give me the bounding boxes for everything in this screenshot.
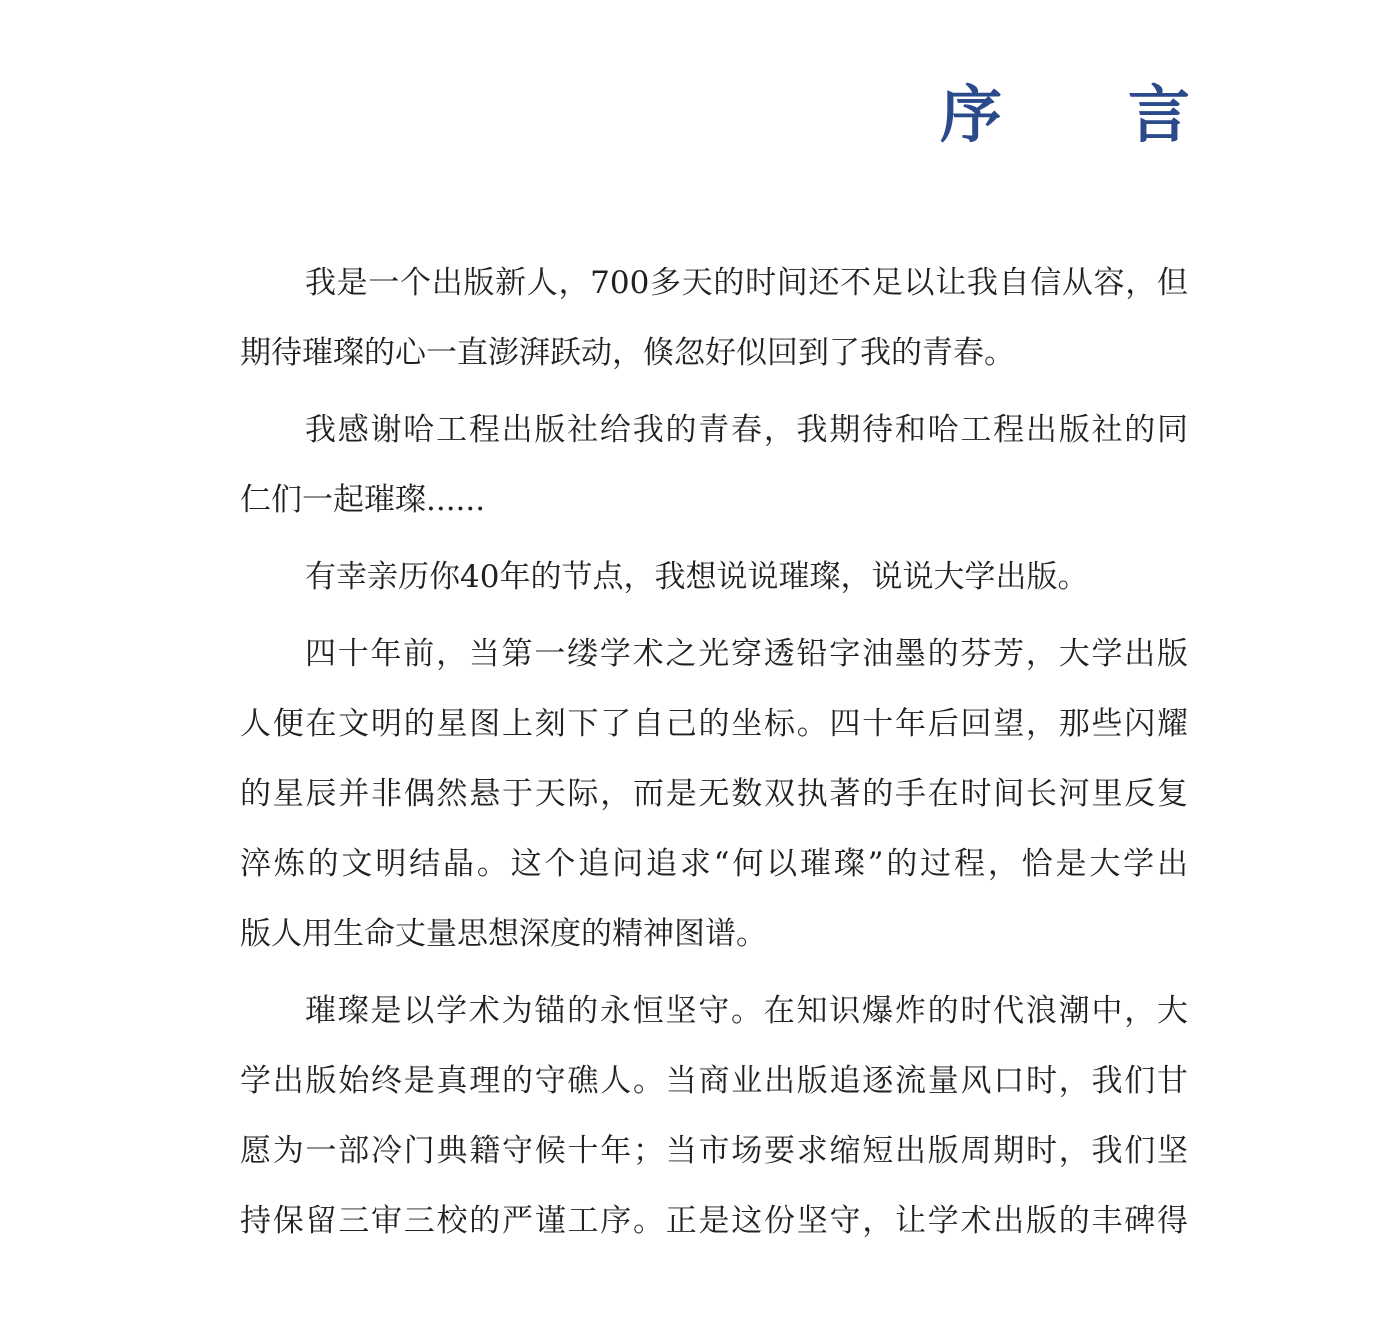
paragraph-5 [240,976,1188,1256]
text-line: 期待璀璨的心一直澎湃跃动，倏忽好似回到了我的青春。 [240,335,1015,371]
page-title-char-2: 言 [1127,78,1190,151]
text-line: 仁们一起璀璨...... [240,482,486,518]
text-line: 的星辰并非偶然悬于天际，而是无数双执著的手在时间长河里反复 [240,776,1188,812]
text-line: 版人用生命丈量思想深度的精神图谱。 [240,916,767,952]
text-line: 有幸亲历你40年的节点，我想说说璀璨，说说大学出版。 [305,559,1089,595]
text-line: 四十年前，当第一缕学术之光穿透铅字油墨的芬芳，大学出版 [305,636,1188,672]
text-line: 我是一个出版新人，700多天的时间还不足以让我自信从容，但 [305,265,1188,301]
text-line: 璀璨是以学术为锚的永恒坚守。在知识爆炸的时代浪潮中，大 [305,993,1188,1029]
text-line: 淬炼的文明结晶。这个追问追求“何以璀璨”的过程，恰是大学出 [240,846,1188,882]
page-title [940,78,1190,152]
paragraph-1 [240,248,1188,388]
paragraph-2 [240,395,1188,535]
text-line: 人便在文明的星图上刻下了自己的坐标。四十年后回望，那些闪耀 [240,706,1188,742]
text-line: 学出版始终是真理的守礁人。当商业出版追逐流量风口时，我们甘 [240,1063,1188,1099]
text-line: 愿为一部冷门典籍守候十年；当市场要求缩短出版周期时，我们坚 [240,1133,1188,1169]
text-line: 持保留三审三校的严谨工序。正是这份坚守，让学术出版的丰碑得 [240,1203,1188,1239]
text-line: 我感谢哈工程出版社给我的青春，我期待和哈工程出版社的同 [305,412,1188,448]
paragraph-4 [240,619,1188,969]
page-title-char-1: 序 [940,78,1003,151]
paragraph-3 [240,542,1188,612]
preface-body [240,248,1188,1256]
